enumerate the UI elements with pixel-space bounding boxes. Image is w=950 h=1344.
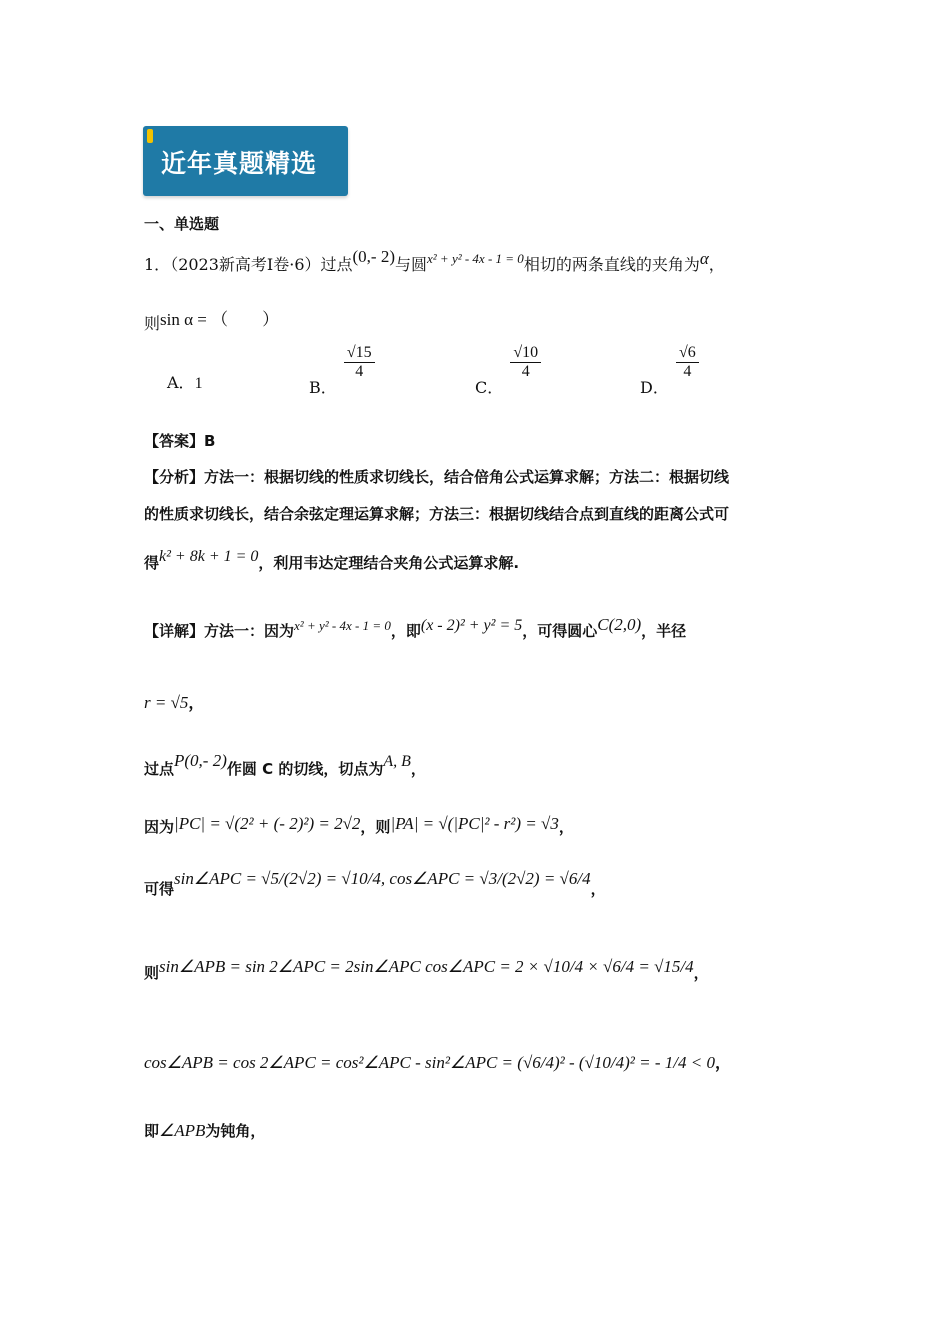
detail-label: 【详解】 — [144, 622, 205, 640]
option-a-value: 1 — [194, 375, 203, 392]
detail-l7-c: ， — [714, 1053, 731, 1072]
detail-l8-b: 为钝角， — [205, 1122, 266, 1140]
option-c-fraction — [510, 344, 541, 382]
detail-circle-equation: x² + y² - 4x - 1 = 0 — [294, 618, 391, 633]
detail-line-2 — [144, 690, 204, 713]
option-c-numerator: √10 — [510, 344, 541, 363]
option-b-label: B． — [309, 378, 337, 398]
detail-line-6 — [144, 957, 709, 983]
question-number: 1． — [144, 255, 171, 274]
banner-tab-marker — [147, 129, 153, 143]
question-text-mid: 与圆 — [394, 255, 427, 274]
detail-l4-b: ，则 — [360, 818, 391, 836]
detail-l5-c: ， — [590, 880, 606, 898]
detail-standard-equation: (x - 2)² + y² = 5 — [420, 617, 523, 634]
option-d-label: D． — [640, 378, 669, 398]
detail-l4-c: ， — [558, 818, 574, 836]
option-a[interactable] — [167, 370, 203, 393]
detail-line-4 — [144, 816, 574, 837]
detail-l8-a: 即 — [144, 1122, 160, 1140]
detail-line-7 — [144, 1050, 731, 1073]
detail-center: C(2,0) — [597, 615, 642, 634]
option-d[interactable] — [640, 344, 701, 398]
option-d-denominator: 4 — [683, 363, 692, 381]
detail-pa-length: |PA| = √(|PC|² - r²) = √3 — [390, 814, 559, 833]
detail-sin-cos-apc: sin∠APC = √5/(2√2) = √10/4, cos∠APC = √3/(2√2) = √6/4 — [174, 869, 591, 888]
detail-point-p: P(0,- 2) — [174, 751, 227, 770]
analysis-line3-tail: ，利用韦达定理结合夹角公式运算求解. — [258, 554, 520, 572]
detail-radius: r = √5 — [144, 693, 189, 712]
detail-line-5 — [144, 869, 606, 899]
question-comma: ， — [708, 255, 725, 274]
option-b-denominator: 4 — [355, 363, 364, 381]
question-line-2 — [144, 309, 279, 334]
question-line2-prefix: 则 — [144, 314, 161, 333]
detail-line-3 — [144, 751, 426, 779]
section-banner — [143, 126, 348, 196]
option-b[interactable] — [309, 344, 377, 398]
detail-l2-tail: ， — [188, 693, 205, 712]
option-a-label: A． — [167, 373, 195, 392]
question-line-1 — [144, 247, 725, 275]
option-d-numerator: √6 — [676, 344, 699, 363]
detail-l6-c: ， — [693, 964, 709, 982]
detail-l1-d: ，半径 — [641, 622, 687, 640]
option-b-fraction — [344, 344, 375, 382]
question-text-tail: 相切的两条直线的夹角为 — [523, 255, 700, 274]
option-d-fraction — [676, 344, 699, 382]
detail-line-1 — [144, 615, 687, 641]
analysis-label: 【分析】 — [144, 468, 205, 486]
question-circle-equation: x² + y² - 4x - 1 = 0 — [427, 251, 524, 266]
detail-l3-b: 作圆 C 的切线，切点为 — [226, 760, 384, 778]
analysis-k-equation: k² + 8k + 1 = 0 — [159, 548, 259, 565]
analysis-line-2: 的性质求切线长，结合余弦定理运算求解；方法三：根据切线结合点到直线的距离公式可 — [144, 505, 730, 523]
detail-cos-apb: cos∠APB = cos 2∠APC = cos²∠APC - sin²∠APC = (√6/4)² - (√10/4)² = - 1/4 < 0 — [144, 1053, 715, 1072]
detail-tangent-points: A, B — [383, 753, 411, 770]
option-b-numerator: √15 — [344, 344, 375, 363]
analysis-line3-prefix: 得 — [144, 554, 160, 572]
banner-title: 近年真题精选 — [161, 149, 318, 178]
detail-l6-a: 则 — [144, 964, 160, 982]
question-line2-expr: sin α = （ ） — [160, 310, 280, 329]
detail-l3-c: ， — [410, 760, 426, 778]
section-heading: 一、单选题 — [144, 215, 220, 233]
analysis-text-1: 方法一：根据切线的性质求切线长，结合倍角公式运算求解；方法二：根据切线 — [204, 468, 730, 486]
question-source: （2023新高考Ⅰ卷·6）过点 — [170, 255, 353, 274]
detail-l1-a: 方法一：因为 — [204, 622, 295, 640]
answer-label: 【答案】B — [144, 432, 216, 450]
analysis-line-1 — [144, 466, 729, 487]
option-c-denominator: 4 — [521, 363, 530, 381]
detail-line-8 — [144, 1120, 265, 1141]
analysis-line-3 — [144, 548, 520, 573]
question-point: (0,- 2) — [352, 247, 395, 266]
option-c[interactable] — [475, 344, 543, 398]
detail-angle-apb: ∠APB — [159, 1121, 206, 1140]
question-alpha: α — [699, 249, 709, 268]
detail-l4-a: 因为 — [144, 818, 175, 836]
detail-l1-c: ，可得圆心 — [522, 622, 598, 640]
detail-sin-apb: sin∠APB = sin 2∠APC = 2sin∠APC cos∠APC = 2 × √10/4 × √6/4 = √15/4 — [159, 957, 694, 976]
detail-l5-a: 可得 — [144, 880, 175, 898]
detail-pc-length: |PC| = √(2² + (- 2)²) = 2√2 — [174, 814, 361, 833]
detail-l1-b: ，即 — [390, 622, 421, 640]
detail-l3-a: 过点 — [144, 760, 175, 778]
option-c-label: C． — [475, 378, 504, 398]
